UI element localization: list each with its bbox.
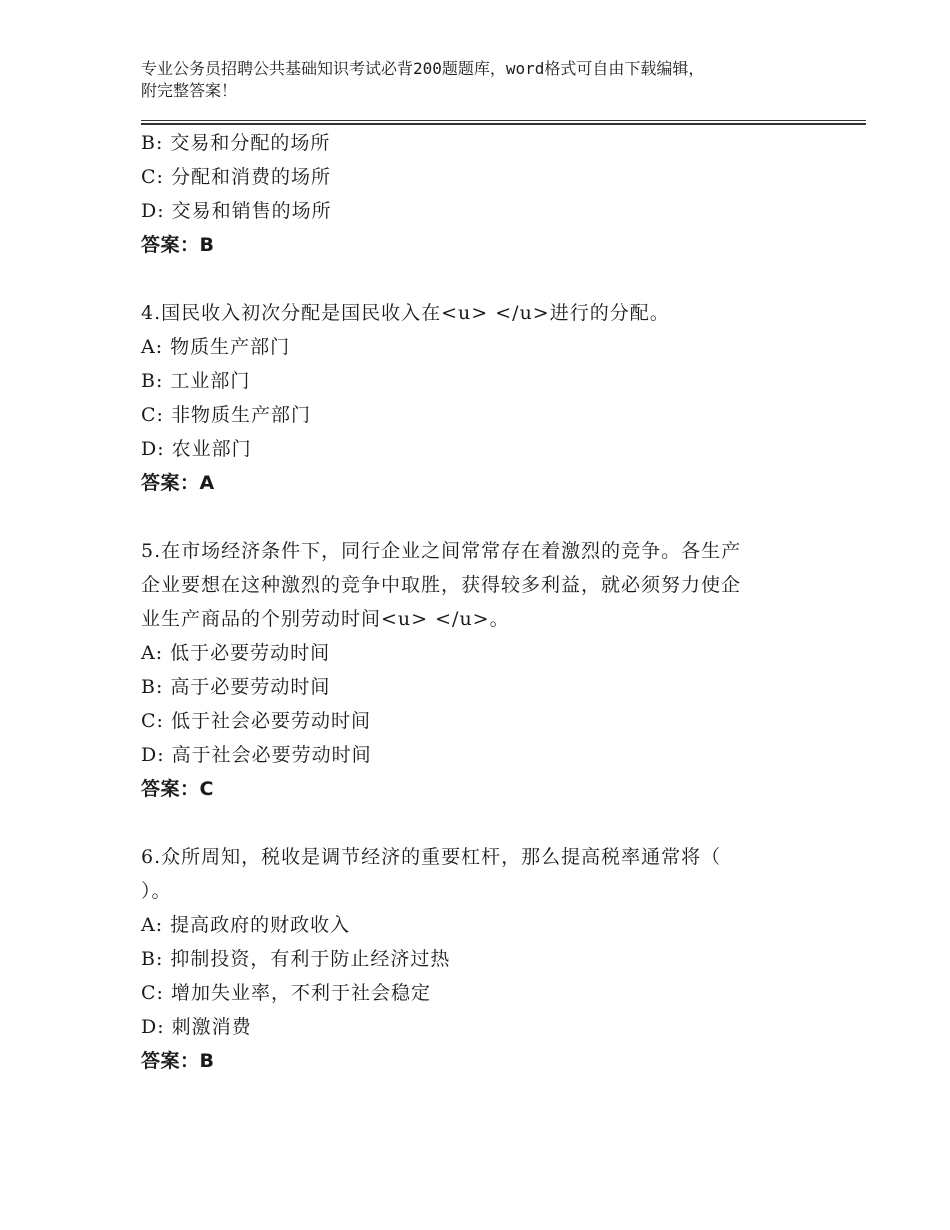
question-stem-line: 5.在市场经济条件下，同行企业之间常常存在着激烈的竞争。各生产 — [141, 540, 742, 562]
question-stem-line: ）。 — [141, 880, 172, 902]
option-a: A: 物质生产部门 — [141, 336, 291, 358]
option-c: C: 增加失业率，不利于社会稳定 — [141, 982, 431, 1004]
option-d: D: 高于社会必要劳动时间 — [141, 744, 372, 766]
header-divider-thin — [141, 120, 866, 121]
option-c: C: 低于社会必要劳动时间 — [141, 710, 371, 732]
header-line-1: 专业公务员招聘公共基础知识考试必背200题题库，word格式可自由下载编辑， — [141, 59, 705, 78]
answer-line: 答案：B — [141, 1050, 215, 1072]
option-d: D: 农业部门 — [141, 438, 252, 460]
question-stem-line: 6.众所周知，税收是调节经济的重要杠杆，那么提高税率通常将（ — [141, 846, 722, 868]
question-stem-line: 业生产商品的个别劳动时间<u> </u>。 — [141, 608, 510, 630]
option-c: C: 分配和消费的场所 — [141, 166, 331, 188]
option-b: B: 工业部门 — [141, 370, 251, 392]
question-4 — [141, 296, 841, 500]
page-header — [141, 58, 841, 102]
header-line-2: 附完整答案！ — [141, 81, 238, 100]
option-c: C: 非物质生产部门 — [141, 404, 311, 426]
question-5 — [141, 534, 841, 806]
question-stem-line: 4.国民收入初次分配是国民收入在<u> </u>进行的分配。 — [141, 302, 670, 324]
option-d: D: 交易和销售的场所 — [141, 200, 332, 222]
document-body — [141, 126, 841, 1078]
option-b: B: 高于必要劳动时间 — [141, 676, 331, 698]
option-a: A: 提高政府的财政收入 — [141, 914, 351, 936]
option-a: A: 低于必要劳动时间 — [141, 642, 331, 664]
answer-line: 答案：A — [141, 472, 215, 494]
answer-line: 答案：B — [141, 234, 215, 256]
option-b: B: 交易和分配的场所 — [141, 132, 331, 154]
question-stem-line: 企业要想在这种激烈的竞争中取胜，获得较多利益，就必须努力使企 — [141, 574, 742, 596]
header-divider-thick — [141, 123, 866, 125]
question-6 — [141, 840, 841, 1078]
answer-line: 答案：C — [141, 778, 214, 800]
option-d: D: 刺激消费 — [141, 1016, 252, 1038]
partial-question — [141, 126, 841, 262]
option-b: B: 抑制投资，有利于防止经济过热 — [141, 948, 451, 970]
